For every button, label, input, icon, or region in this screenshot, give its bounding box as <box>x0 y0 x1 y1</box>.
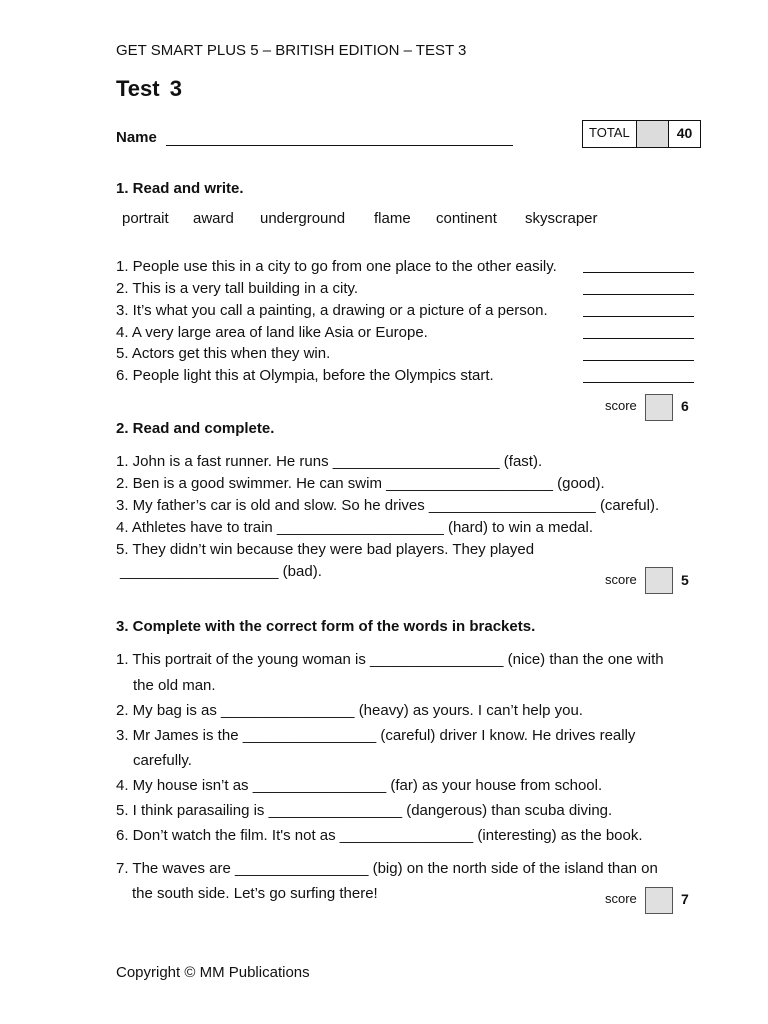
score-max: 5 <box>681 572 689 588</box>
question-item: 1. People use this in a city to go from one place to the other easily. <box>116 258 557 275</box>
total-score-box <box>582 120 701 148</box>
score-field[interactable] <box>645 887 673 914</box>
name-field[interactable] <box>166 145 513 146</box>
question-item: 6. Don’t watch the film. It's not as ________________ (interesting) as the book. <box>116 827 643 844</box>
answer-line[interactable] <box>583 382 694 383</box>
question-item-continuation: the south side. Let’s go surfing there! <box>132 885 378 902</box>
question-item: 2. This is a very tall building in a city. <box>116 280 359 297</box>
score-field[interactable] <box>645 567 673 594</box>
question-item-continuation: the old man. <box>133 677 216 694</box>
word-bank-item: flame <box>374 210 411 227</box>
page-title: Test 3 <box>116 76 182 101</box>
question-item: 5. I think parasailing is ________________ (dangerous) than scuba diving. <box>116 802 613 819</box>
question-item: 6. People light this at Olympia, before the Olympics start. <box>116 367 494 384</box>
score-max: 7 <box>681 891 689 907</box>
question-item: 4. Athletes have to train ____________________ (hard) to win a medal. <box>116 519 594 536</box>
question-item-continuation: ___________________ (bad). <box>120 563 322 580</box>
section-3-title: 3. Complete with the correct form of the words in brackets. <box>116 618 536 635</box>
name-label: Name <box>116 129 157 146</box>
question-item: 4. My house isn’t as ________________ (far) as your house from school. <box>116 777 603 794</box>
question-item: 1. John is a fast runner. He runs ____________________ (fast). <box>116 453 543 470</box>
answer-line[interactable] <box>583 316 694 317</box>
score-max: 6 <box>681 398 689 414</box>
word-bank-item: skyscraper <box>525 210 598 227</box>
total-label: TOTAL <box>583 121 637 147</box>
answer-line[interactable] <box>583 294 694 295</box>
score-label: score <box>605 572 637 587</box>
question-item: 1. This portrait of the young woman is ________________ (nice) than the one with <box>116 651 664 668</box>
word-bank-item: continent <box>436 210 497 227</box>
question-item: 5. They didn’t win because they were bad players. They played <box>116 541 535 558</box>
question-item-continuation: carefully. <box>133 752 192 769</box>
question-item: 4. A very large area of land like Asia or Europe. <box>116 324 428 341</box>
question-item: 3. Mr James is the ________________ (careful) driver I know. He drives really <box>116 727 636 744</box>
question-item: 7. The waves are ________________ (big) on the north side of the island than on <box>116 860 658 877</box>
question-item: 2. Ben is a good swimmer. He can swim ____________________ (good). <box>116 475 605 492</box>
answer-line[interactable] <box>583 272 694 273</box>
question-item: 3. It’s what you call a painting, a drawing or a picture of a person. <box>116 302 548 319</box>
word-bank-item: award <box>193 210 234 227</box>
score-label: score <box>605 398 637 413</box>
score-label: score <box>605 891 637 906</box>
section-2-title: 2. Read and complete. <box>116 420 275 437</box>
total-score-field[interactable] <box>637 121 669 147</box>
question-item: 5. Actors get this when they win. <box>116 345 331 362</box>
question-item: 2. My bag is as ________________ (heavy) as yours. I can’t help you. <box>116 702 583 719</box>
total-value: 40 <box>676 125 693 141</box>
page-header: GET SMART PLUS 5 – BRITISH EDITION – TEST 3 <box>116 42 467 59</box>
answer-line[interactable] <box>583 360 694 361</box>
word-bank-item: portrait <box>122 210 169 227</box>
section-1-title: 1. Read and write. <box>116 180 244 197</box>
copyright-footer: Copyright © MM Publications <box>116 964 310 981</box>
question-item: 3. My father’s car is old and slow. So he drives ____________________ (careful). <box>116 497 660 514</box>
answer-line[interactable] <box>583 338 694 339</box>
word-bank-item: underground <box>260 210 346 227</box>
score-field[interactable] <box>645 394 673 421</box>
